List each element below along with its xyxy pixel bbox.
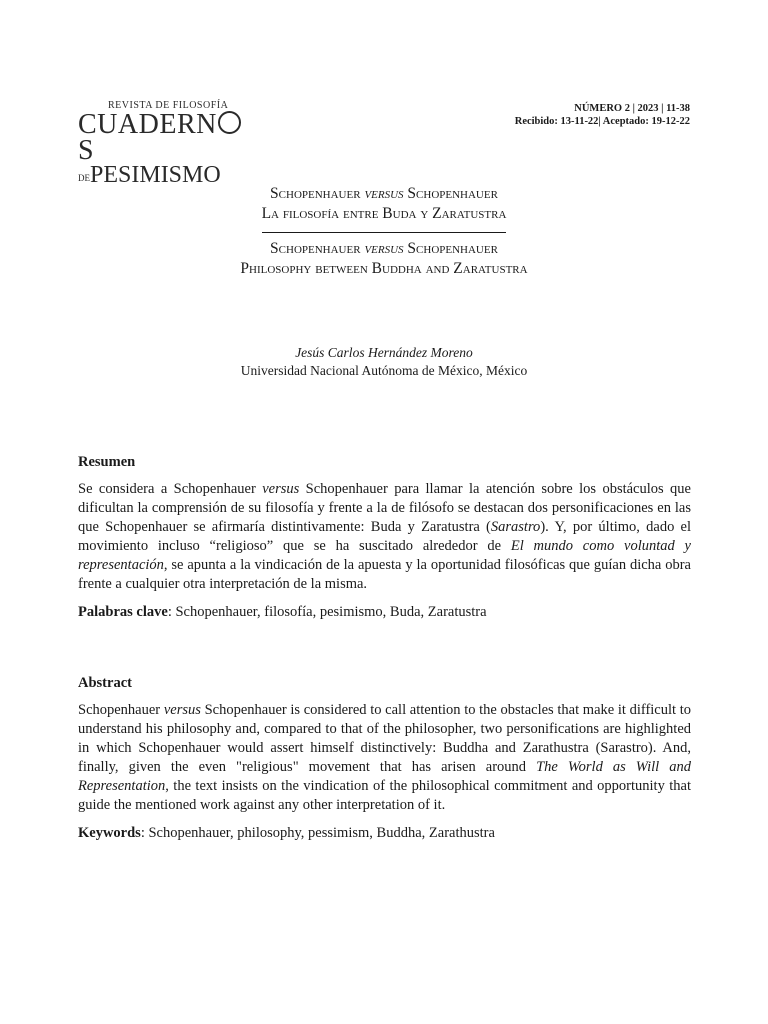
resumen-section xyxy=(78,453,691,622)
abstract-text-part: , the text insists on the vindication of the philosophical commitment and opportunity that guide the mentioned work against any other interpretation of it. xyxy=(78,778,691,813)
journal-pesimismo: PESIMISMO xyxy=(90,162,221,188)
circle-o-icon xyxy=(218,111,241,134)
title-es-versus: versus xyxy=(364,185,404,202)
journal-de: DE xyxy=(78,173,90,183)
journal-title xyxy=(78,111,243,164)
author-name: Jesús Carlos Hernández Moreno xyxy=(295,345,473,360)
abstract-keywords-text: : Schopenhauer, philosophy, pessimism, Buddha, Zarathustra xyxy=(140,825,495,841)
abstract-keywords-label: Keywords xyxy=(78,825,141,841)
abstract-text-part: Schopenhauer is considered to call attention to the obstacles that make it difficult to understand his philosophy and, compared to that of the philosopher, two personifications are highlighted in which Schopenhauer would assert himself distinctively: Buddha and Zarathustra (Sarastro). And, finally, given the even "religious" movement that has arisen around xyxy=(78,702,692,775)
journal-subtitle: REVISTA DE FILOSOFÍA xyxy=(108,100,229,111)
resumen-keywords xyxy=(78,603,691,622)
abstract-heading: Abstract xyxy=(78,675,132,691)
journal-title-row2 xyxy=(78,164,243,186)
resumen-text-part: , se apunta a la vindicación de la apuesta y la oportunidad filosóficas que guían dicha obra frente a cualquier otra interpretación de la misma. xyxy=(78,557,691,592)
abstract-text-part: Schopenhauer xyxy=(78,702,164,718)
abstract-section xyxy=(78,674,691,843)
journal-title-part-a: CUADERN xyxy=(78,109,217,140)
title-es-line1 xyxy=(0,184,768,204)
resumen-text-part: ). Y, por último, dado el movimiento incluso “religioso” que se ha suscitado alrededor de xyxy=(78,519,691,554)
resumen-keywords-text: : Schopenhauer, filosofía, pesimismo, Buda, Zaratustra xyxy=(167,604,487,620)
title-es-part: Schopenhauer xyxy=(403,185,498,202)
issue-number: NÚMERO 2 | 2023 | 11-38 xyxy=(574,103,690,114)
resumen-text-italic: Sarastro xyxy=(490,519,541,535)
title-es-part: Schopenhauer xyxy=(270,185,365,202)
resumen-heading: Resumen xyxy=(78,454,136,470)
resumen-text-part: Schopenhauer para llamar la atención sobre los obstáculos que dificultan la comprensión de su filosofía y frente a la de filósofo se destacan dos personificaciones en las que Schopenhauer se afirmaría distintivamente: Buda y Zaratustra ( xyxy=(78,481,691,535)
abstract-text-italic: The World as Will and Representation xyxy=(78,759,691,794)
title-divider xyxy=(262,232,506,233)
paper-titles xyxy=(0,184,768,279)
title-es-line2: La filosofía entre Buda y Zaratustra xyxy=(261,205,507,222)
resumen-text-italic: versus xyxy=(262,481,300,497)
title-en-part: Schopenhauer xyxy=(403,240,498,257)
abstract-text-italic: versus xyxy=(163,702,201,718)
journal-logo xyxy=(78,100,243,186)
journal-title-part-b: S xyxy=(78,135,95,166)
resumen-text-italic: El mundo como voluntad y representación xyxy=(78,538,691,573)
title-en-line1 xyxy=(0,239,768,259)
author-block xyxy=(0,344,768,380)
issue-meta xyxy=(515,102,690,128)
title-en-part: Schopenhauer xyxy=(270,240,365,257)
resumen-text xyxy=(78,480,691,594)
resumen-text-part: Se considera a Schopenhauer xyxy=(78,481,263,497)
resumen-keywords-label: Palabras clave xyxy=(78,604,168,620)
abstract-text xyxy=(78,701,691,815)
abstract-keywords xyxy=(78,824,691,843)
author-affiliation: Universidad Nacional Autónoma de México, México xyxy=(240,363,528,378)
title-en-versus: versus xyxy=(364,240,404,257)
issue-dates: Recibido: 13-11-22| Aceptado: 19-12-22 xyxy=(514,116,690,127)
title-en-line2: Philosophy between Buddha and Zaratustra xyxy=(240,260,528,277)
